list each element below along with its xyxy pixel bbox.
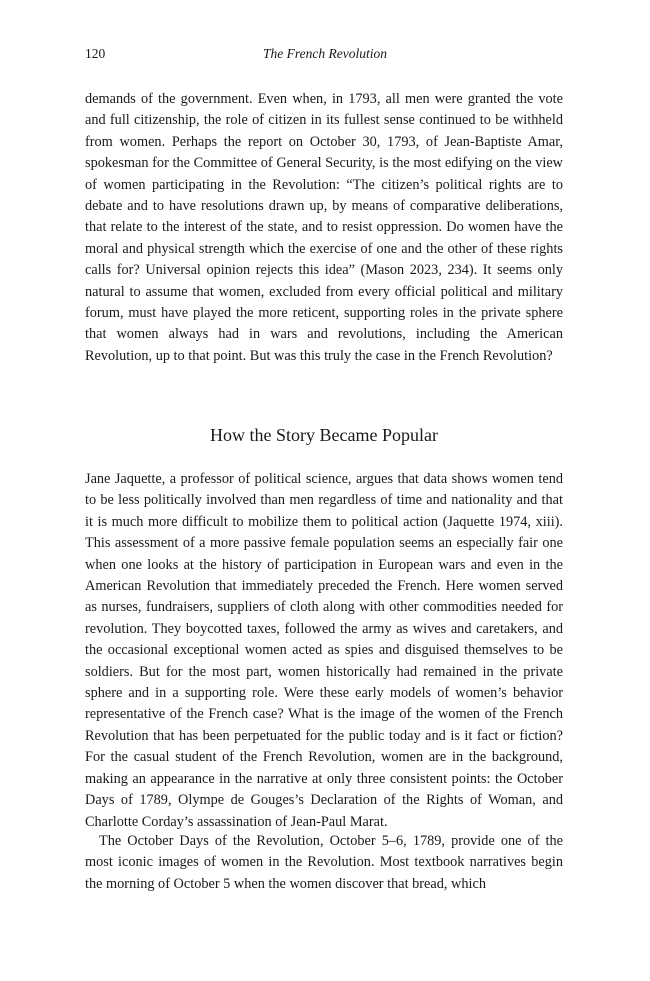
- section-heading: How the Story Became Popular: [210, 425, 438, 445]
- running-head: [85, 46, 565, 66]
- page-number: 120: [85, 46, 106, 61]
- running-title: The French Revolution: [263, 46, 387, 61]
- paragraph-1: demands of the government. Even when, in 1793, all men were granted the vote and full citizenship, the role of citizen in its fullest sense continued to be withheld from women. Perhaps the report on October 30, 1793, of Jean-Baptiste Amar, spokesman for the Committee of General Security, is the most edifying on the view of women participating in the Revolution: “The citizen’s political rights are to debate and to have resolutions drawn up, by means of comparative deliberations, that relate to the interest of the state, and to resist oppression. Do women have the moral and physical strength which the exercise of one and the other of these rights calls for? Universal opinion rejects this idea” (Mason 2023, 234). It seems only natural to assume that women, excluded from every official political and military forum, must have played the more reticent, supporting roles in the private sphere that women always had in wars and revolutions, including the American Revolution, up to that point. But was this truly the case in the French Revolution?: [85, 91, 563, 364]
- paragraph-3: The October Days of the Revolution, October 5–6, 1789, provide one of the most iconic images of women in the Revolution. Most textbook narratives begin the morning of October 5 when the women discover that bread, which: [85, 833, 563, 892]
- paragraph-2: Jane Jaquette, a professor of political science, argues that data shows women tend to be less politically involved than men regardless of time and nationality and that it is much more difficult to mobilize them to political action (Jaquette 1974, xiii). This assessment of a more passive female population seems an especially fair one when one looks at the history of participation in European wars and even in the American Revolution that immediately preceded the French. Here women served as nurses, fundraisers, suppliers of cloth along with other commodities needed for revolution. They boycotted taxes, followed the army as wives and caretakers, and the occasional exceptional women acted as spies and disguised themselves to be soldiers. But for the most part, women historically had remained in the private sphere and in a supporting role. Were these early models of women’s behavior representative of the French case? What is the image of the women of the French Revolution that has been perpetuated for the public today and is it fact or fiction? For the casual student of the French Revolution, women are in the background, making an appearance in the narrative at only three consistent points: the October Days of 1789, Olympe de Gouges’s Declaration of the Rights of Woman, and Charlotte Corday’s assassination of Jean-Paul Marat.: [85, 471, 563, 830]
